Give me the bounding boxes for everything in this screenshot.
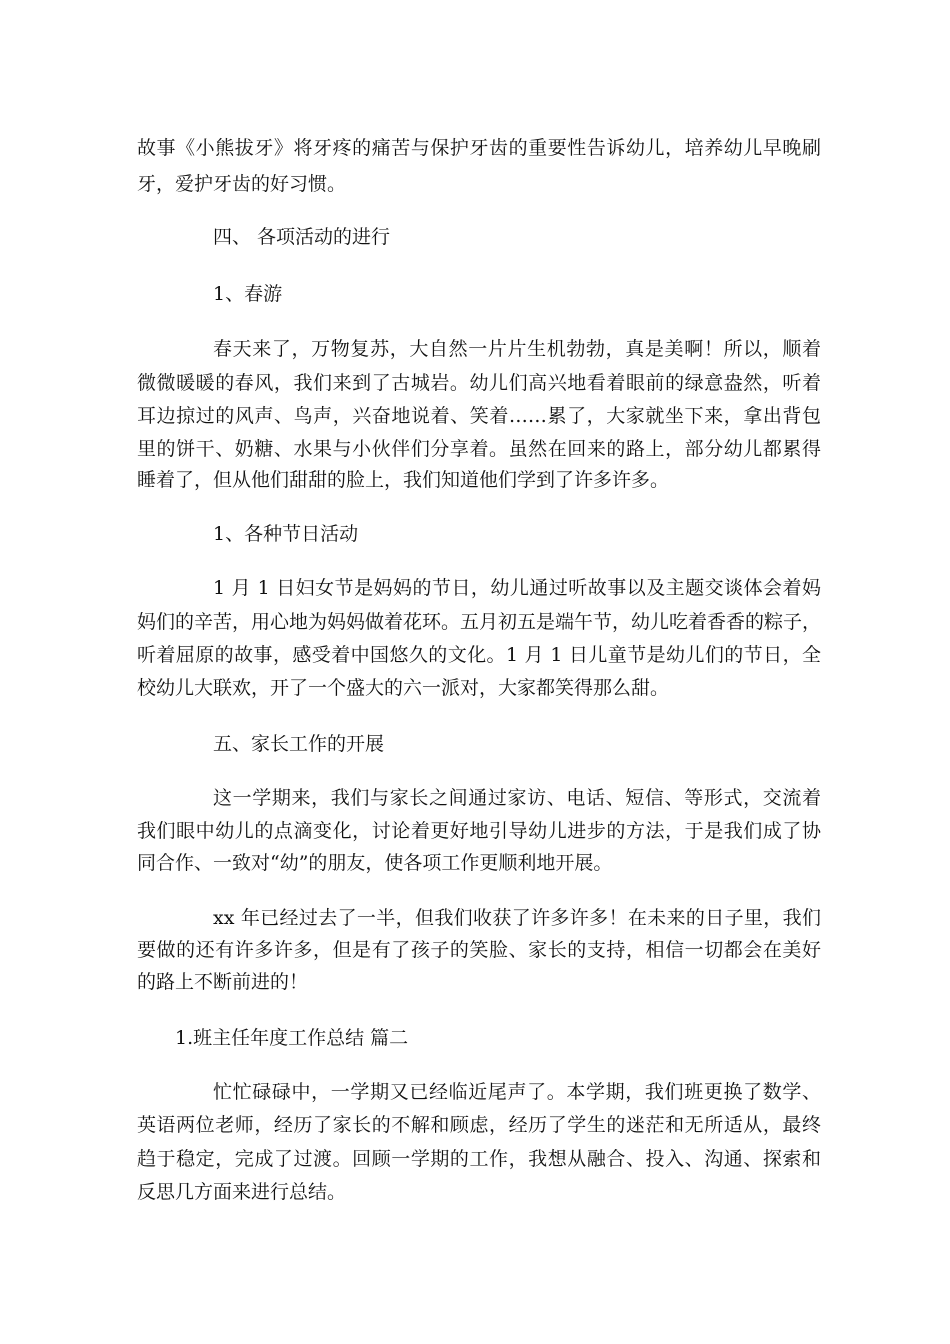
subsection-heading: 1、各种节日活动 (213, 523, 359, 545)
text-line: 妈们的辛苦，用心地为妈妈做着花环。五月初五是端午节，幼儿吃着香香的粽子， (137, 611, 822, 633)
text-line: 耳边掠过的风声、鸟声，兴奋地说着、笑着……累了，大家就坐下来，拿出背包 (137, 405, 821, 427)
text-line: 1 月 1 日妇女节是妈妈的节日，幼儿通过听故事以及主题交谈体会着妈 (213, 577, 821, 599)
text-line: 同合作、一致对“幼”的朋友，使各项工作更顺利地开展。 (137, 852, 613, 874)
text-line: 睡着了，但从他们甜甜的脸上，我们知道他们学到了许多许多。 (137, 469, 670, 491)
text-line: 故事《小熊拔牙》将牙疼的痛苦与保护牙齿的重要性告诉幼儿，培养幼儿早晚刷 (137, 137, 821, 159)
text-line: 的路上不断前进的！ (137, 971, 309, 993)
text-line: xx 年已经过去了一半，但我们收获了许多许多！在未来的日子里，我们 (213, 907, 821, 929)
section-heading: 四、 各项活动的进行 (213, 226, 391, 248)
article-heading: 1.班主任年度工作总结 篇二 (175, 1027, 409, 1049)
text-line: 牙，爱护牙齿的好习惯。 (137, 173, 347, 195)
text-line: 听着屈原的故事，感受着中国悠久的文化。1 月 1 日儿童节是幼儿们的节日，全 (137, 644, 821, 666)
subsection-heading: 1、春游 (213, 283, 283, 305)
text-line: 微微暖暖的春风，我们来到了古城岩。幼儿们高兴地看着眼前的绿意盎然，听着 (137, 372, 821, 394)
text-line: 我们眼中幼儿的点滴变化，讨论着更好地引导幼儿进步的方法，于是我们成了协 (137, 820, 821, 842)
text-line: 反思几方面来进行总结。 (137, 1181, 347, 1203)
text-line: 要做的还有许多许多，但是有了孩子的笑脸、家长的支持，相信一切都会在美好 (137, 939, 821, 961)
section-heading: 五、家长工作的开展 (213, 733, 385, 755)
text-line: 英语两位老师，经历了家长的不解和顾虑，经历了学生的迷茫和无所适从，最终 (137, 1114, 821, 1136)
text-line: 忙忙碌碌中，一学期又已经临近尾声了。本学期，我们班更换了数学、 (213, 1081, 821, 1103)
text-line: 春天来了，万物复苏，大自然一片片生机勃勃，真是美啊！所以，顺着 (213, 338, 821, 360)
text-line: 趋于稳定，完成了过渡。回顾一学期的工作，我想从融合、投入、沟通、探索和 (137, 1148, 821, 1170)
text-line: 里的饼干、奶糖、水果与小伙伴们分享着。虽然在回来的路上，部分幼儿都累得 (137, 438, 821, 460)
text-line: 校幼儿大联欢，开了一个盛大的六一派对，大家都笑得那么甜。 (137, 677, 670, 699)
text-line: 这一学期来，我们与家长之间通过家访、电话、短信、等形式，交流着 (213, 787, 821, 809)
